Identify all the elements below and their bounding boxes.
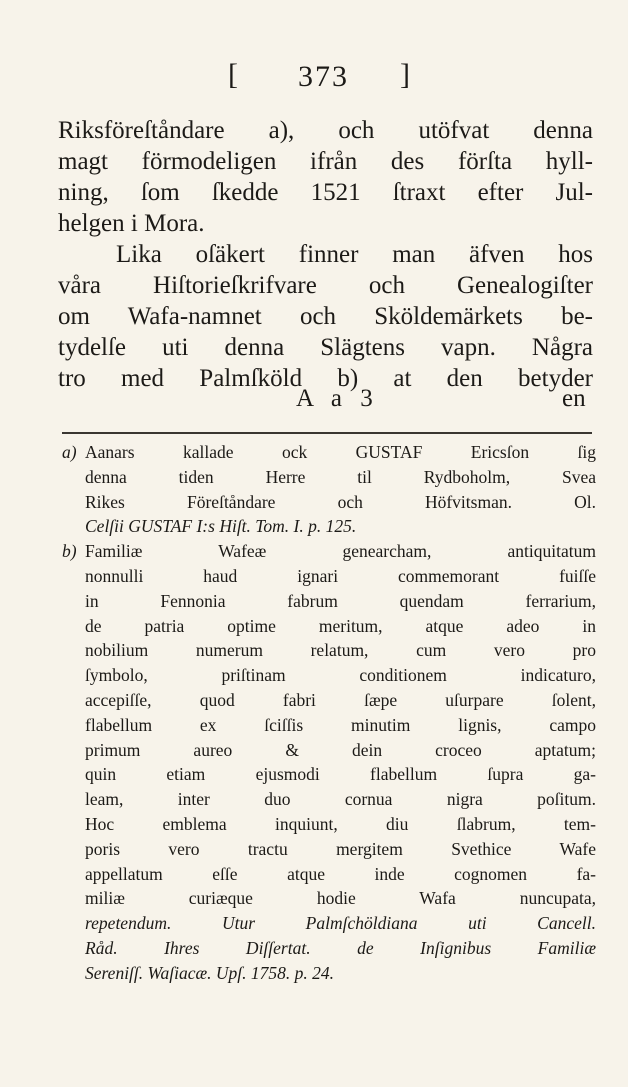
footnote-line: Familiæ Wafeæ genearcham, antiquitatum <box>85 541 596 562</box>
footnote-line: Råd. Ihres Diſſertat. de Inſignibus Familiæ <box>85 937 596 958</box>
footnote-line: accepiſſe, quod fabri ſæpe uſurpare ſolent, <box>85 689 596 710</box>
footnote-line: leam, inter duo cornua nigra poſitum. <box>85 789 596 810</box>
footnote-line: repetendum. Utur Palmſchöldiana uti Cancell. <box>85 913 596 934</box>
footnote-rule <box>62 432 592 434</box>
signature-mark: A a 3 <box>296 385 379 412</box>
footnote-line: ſymbolo, priſtinam conditionem indicaturo, <box>85 665 596 686</box>
footnote-marker: a) <box>62 442 77 462</box>
footnote-line: Aanars kallade ock GUSTAF Ericsſon ſig <box>85 442 596 462</box>
footnote-line: poris vero tractu mergitem Svethice Wafe <box>85 838 596 859</box>
footnote-line: quin etiam ejusmodi flabellum ſupra ga- <box>85 764 596 785</box>
page-header <box>0 58 628 98</box>
footnote-line: Hoc emblema inquiunt, diu ſlabrum, tem- <box>85 813 596 834</box>
footnote-line: nobilium numerum relatum, cum vero pro <box>85 640 596 661</box>
main-line: Lika oſäkert finner man äfven hos <box>116 241 593 268</box>
footnote-line: Sereniſſ. Waſiacæ. Upſ. 1758. p. 24. <box>85 962 335 983</box>
footnote-line: primum aureo & dein croceo aptatum; <box>85 739 596 760</box>
main-line: tro med Palmſköld b) at den betyder <box>58 365 593 392</box>
footnote-line: de patria optime meritum, atque adeo in <box>85 615 596 636</box>
footnote-line: Rikes Föreſtåndare och Höfvitsman. Ol. <box>85 491 596 512</box>
footnote-line: denna tiden Herre til Rydboholm, Svea <box>85 466 596 487</box>
footnote-a <box>62 440 596 539</box>
footnote-line: appellatum eſſe atque inde cognomen fa- <box>85 863 596 884</box>
main-line: våra Hiſtorieſkrifvare och Genealogiſter <box>58 272 593 299</box>
main-line: Riksföreſtåndare a), och utöfvat denna <box>58 117 593 144</box>
footnote-line: flabellum ex ſciſſis minutim lignis, campo <box>85 714 596 735</box>
main-line: om Wafa-namnet och Sköldemärkets be- <box>58 303 593 330</box>
footnote-line: nonnulli haud ignari commemorant fuiſſe <box>85 565 596 586</box>
main-line: tydelſe uti denna Slägtens vapn. Några <box>58 334 593 361</box>
footnote-line: in Fennonia fabrum quendam ferrarium, <box>85 590 596 611</box>
left-bracket: [ <box>228 58 238 91</box>
footnote-marker: b) <box>62 541 77 562</box>
right-bracket: ] <box>400 58 410 91</box>
page-number: 373 <box>298 60 349 93</box>
main-line: helgen i Mora. <box>58 210 205 237</box>
footnote-line: miliæ curiæque hodie Wafa nuncupata, <box>85 888 596 909</box>
footnotes <box>62 440 596 986</box>
main-line: ning, ſom ſkedde 1521 ſtraxt efter Jul- <box>58 179 593 206</box>
catchword: en <box>562 385 586 412</box>
footnote-line: Celſii GUSTAF I:s Hiſt. Tom. I. p. 125. <box>85 516 357 537</box>
footnote-b <box>62 539 596 985</box>
main-text <box>58 115 593 394</box>
main-line: magt förmodeligen ifrån des förſta hyll- <box>58 148 593 175</box>
signature-line <box>0 385 628 417</box>
